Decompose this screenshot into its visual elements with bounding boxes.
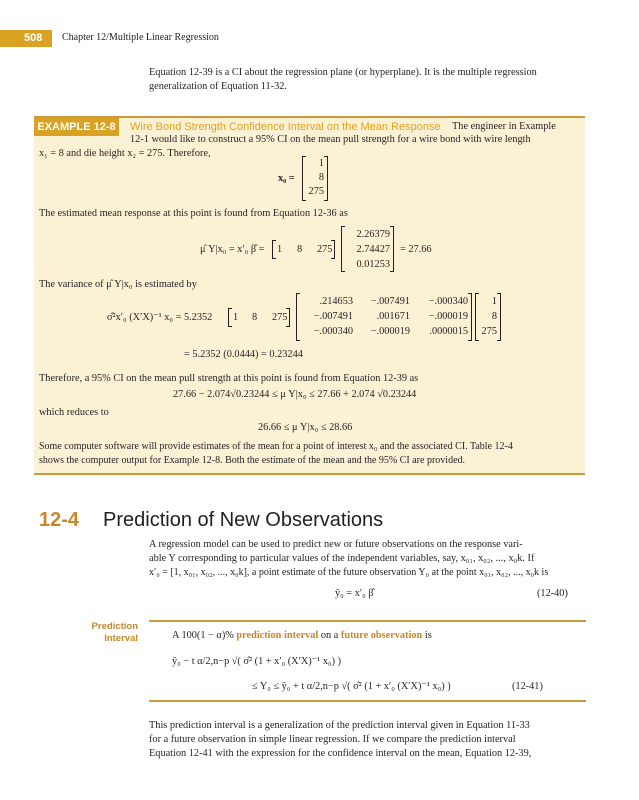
closing-line-2: shows the computer output for Example 12-8. Both the estimate of the mean and the 95% CI are provided. bbox=[39, 455, 466, 466]
bracket-right bbox=[468, 293, 472, 341]
mu-result: = 27.66 bbox=[400, 244, 432, 255]
future-observation-term: future observation bbox=[340, 630, 423, 641]
x0-vector-0: 1 bbox=[318, 158, 324, 169]
beta-vector-1: 2.74427 bbox=[356, 244, 390, 255]
prediction-interval-term: prediction interval bbox=[236, 630, 319, 641]
equation-number-12-41: (12-41) bbox=[512, 681, 543, 692]
section-title: Prediction of New Observations bbox=[103, 509, 384, 531]
example-lead-tail: The engineer in Example bbox=[452, 121, 556, 132]
margin-label-prediction: Prediction bbox=[91, 621, 138, 632]
bracket-right bbox=[390, 226, 394, 272]
ci-text: Therefore, a 95% CI on the mean pull strength at this point is found from Equation 12-39 as bbox=[39, 373, 419, 384]
definition-sentence bbox=[172, 629, 432, 643]
bracket-left bbox=[228, 308, 232, 327]
para1-line-2: able Y corresponding to particular values of the independent variables, say, x₀₁, x₀₂, ..., x₀k. If bbox=[149, 553, 535, 564]
reduce-text: which reduces to bbox=[39, 407, 109, 418]
ci-equation: 27.66 − 2.074√0.23244 ≤ μ Y|x₀ ≤ 27.66 + 2.074 √0.23244 bbox=[173, 389, 417, 400]
definition-post: is bbox=[424, 630, 432, 641]
ci-result: 26.66 ≤ μ Y|x₀ ≤ 28.66 bbox=[258, 422, 353, 433]
prediction-interval-line-1: ŷ₀ − t α/2,n−p √( σ̂² (1 + x′₀ (X′X)⁻¹ x₀) ) bbox=[172, 656, 341, 667]
example-label: EXAMPLE 12-8 bbox=[34, 118, 119, 136]
variance-text: The variance of μ̂ Y|x₀ is estimated by bbox=[39, 279, 197, 290]
para1-line-1: A regression model can be used to predict new or future observations on the response vari- bbox=[149, 539, 523, 550]
example-title: Wire Bond Strength Confidence Interval on the Mean Response bbox=[130, 121, 441, 133]
bracket-right bbox=[497, 293, 501, 341]
point-estimate-equation: ŷ₀ = x′₀ β̂ bbox=[335, 588, 374, 599]
row-vector-2: 275 bbox=[317, 244, 333, 255]
intro-line-2: generalization of Equation 11-32. bbox=[149, 81, 288, 92]
x0-vector-2: 275 bbox=[308, 186, 324, 197]
variance-result: = 5.2352 (0.0444) = 0.23244 bbox=[184, 349, 303, 360]
cov-2-1: −.000019 bbox=[370, 326, 410, 337]
bracket-right bbox=[324, 156, 328, 201]
para1-line-3: x′₀ = [1, x₀₁, x₀₂, ..., x₀k], a point estimate of the future observation Y₀ at the point x₀₁, x₀₂, ..., x₀k is bbox=[149, 567, 549, 578]
row-vector-0: 1 bbox=[277, 244, 283, 255]
row-vector-1: 8 bbox=[297, 244, 303, 255]
definition-top-rule bbox=[149, 620, 586, 622]
beta-vector-0: 2.26379 bbox=[356, 229, 390, 240]
cov-2-0: −.000340 bbox=[313, 326, 353, 337]
cov-0-2: −.000340 bbox=[428, 296, 468, 307]
definition-pre: A 100(1 − α)% bbox=[172, 630, 234, 641]
running-title: Chapter 12/Multiple Linear Regression bbox=[62, 32, 219, 43]
margin-label-interval: Interval bbox=[104, 633, 138, 644]
estimate-text: The estimated mean response at this point is found from Equation 12-36 as bbox=[39, 208, 348, 219]
col-vector2-1: 8 bbox=[491, 311, 497, 322]
bracket-left bbox=[272, 240, 276, 259]
page-number: 508 bbox=[24, 32, 43, 44]
x0-lhs: x₀ = bbox=[278, 173, 295, 184]
para2-line-2: for a future observation in simple linear regression. If we compare the prediction interval bbox=[149, 734, 516, 745]
prediction-interval-line-2: ≤ Y₀ ≤ ŷ₀ + t α/2,n−p √( σ̂² (1 + x′₀ (X′X)⁻¹ x₀) ) bbox=[252, 681, 451, 692]
row-vector2-2: 275 bbox=[272, 312, 288, 323]
x0-vector-1: 8 bbox=[318, 172, 324, 183]
definition-mid: on a bbox=[320, 630, 339, 641]
intro-line-1: Equation 12-39 is a CI about the regression plane (or hyperplane). It is the multiple regression bbox=[149, 67, 537, 78]
cov-2-2: .0000015 bbox=[429, 326, 468, 337]
para2-line-3: Equation 12-41 with the expression for the confidence interval on the mean, Equation 12-39, bbox=[149, 748, 532, 759]
col-vector2-2: 275 bbox=[481, 326, 497, 337]
example-bottom-rule bbox=[34, 473, 585, 475]
row-vector2-0: 1 bbox=[233, 312, 239, 323]
variance-lhs: σ̂²x′₀ (X′X)⁻¹ x₀ = 5.2352 bbox=[107, 312, 213, 323]
cov-0-0: .214653 bbox=[319, 296, 353, 307]
cov-1-0: −.007491 bbox=[313, 311, 353, 322]
section-number: 12-4 bbox=[39, 509, 80, 531]
cov-0-1: −.007491 bbox=[370, 296, 410, 307]
bracket-right bbox=[286, 308, 290, 327]
equation-number-12-40: (12-40) bbox=[537, 588, 568, 599]
example-line-3: x₁ = 8 and die height x₂ = 275. Therefore, bbox=[39, 148, 211, 159]
bracket-right bbox=[331, 240, 335, 259]
row-vector2-1: 8 bbox=[252, 312, 258, 323]
cov-1-2: −.000019 bbox=[428, 311, 468, 322]
example-line-2: 12-1 would like to construct a 95% CI on the mean pull strength for a wire bond with wire length bbox=[130, 134, 531, 145]
beta-vector-2: 0.01253 bbox=[356, 259, 390, 270]
col-vector2-0: 1 bbox=[491, 296, 497, 307]
mu-lhs: μ̂ Y|x₀ = x′₀ β̂ = bbox=[200, 244, 265, 255]
cov-1-1: .001671 bbox=[376, 311, 410, 322]
closing-line-1: Some computer software will provide estimates of the mean for a point of interest x₀ and the associated CI. Table 12-4 bbox=[39, 441, 513, 452]
definition-bottom-rule bbox=[149, 700, 586, 702]
para2-line-1: This prediction interval is a generalization of the prediction interval given in Equation 11-33 bbox=[149, 720, 530, 731]
